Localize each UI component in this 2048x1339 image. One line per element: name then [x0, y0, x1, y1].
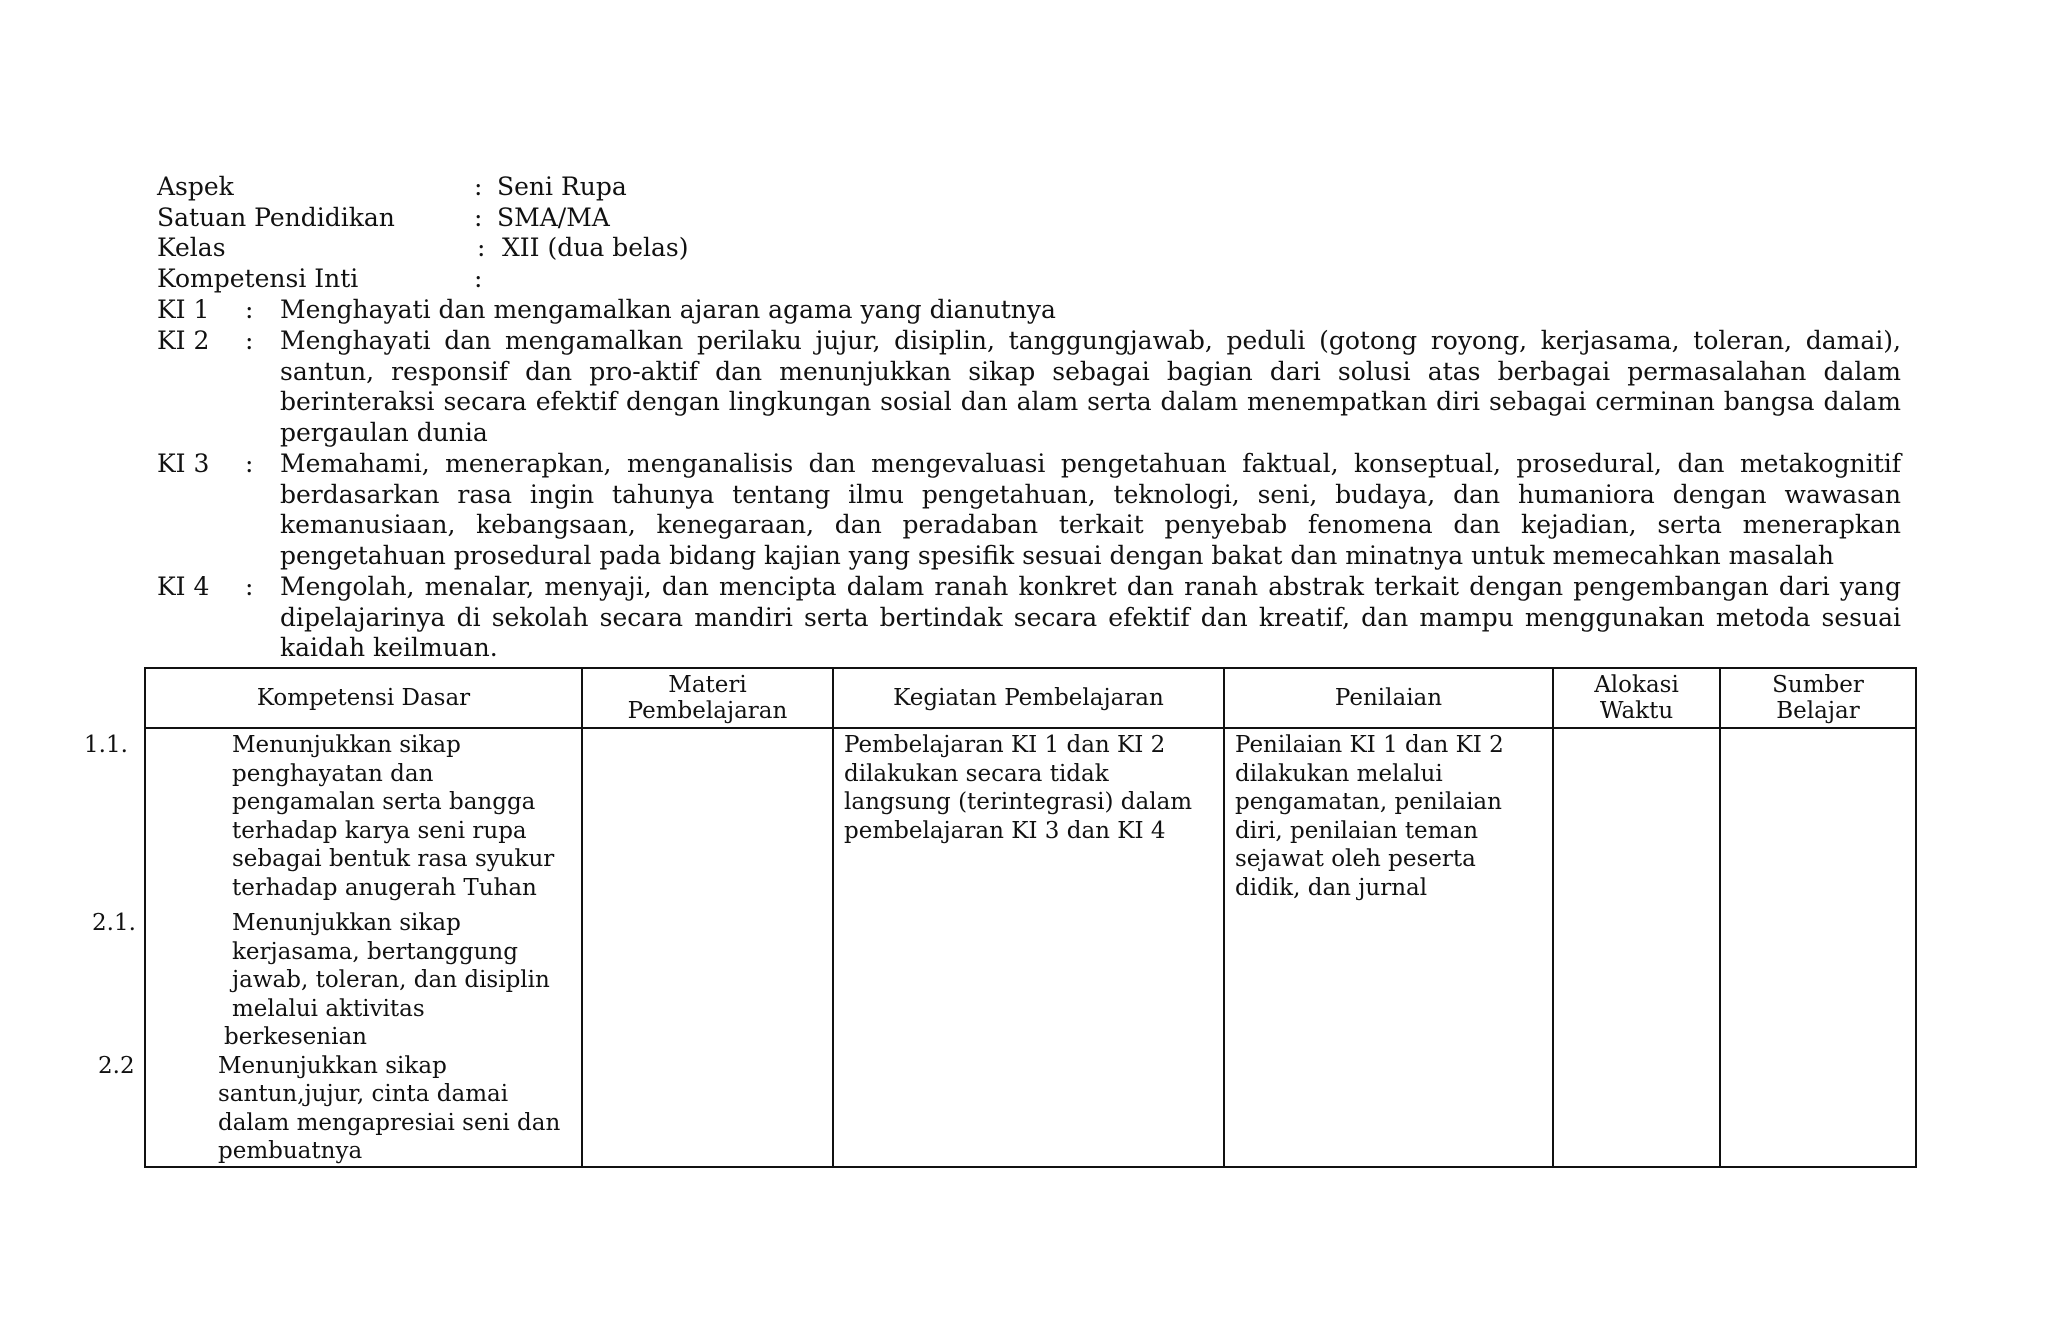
ki-2-colon: : [245, 326, 254, 355]
ki-4-text: Mengolah, menalar, menyaji, dan mencipta dalam ranah konkret dan ranah abstrak terkait dengan pengembangan dari yang dipelajarinya di sekolah secara mandiri serta bertindak secara efektif dan kreatif, dan mampu menggunakan metoda sesuai kaidah keilmuan. [280, 572, 1901, 662]
header-sumber-belajar [1720, 668, 1916, 728]
kd-item-2-2-number: 2.2 [98, 1052, 135, 1079]
kd-item-2-1-line: melalui aktivitas [232, 995, 425, 1022]
meta-kelas-colon: : [477, 233, 486, 262]
ki-3-label: KI 3 [157, 449, 210, 478]
header-kegiatan-pembelajaran [833, 668, 1224, 728]
ki-3-text: Memahami, menerapkan, menganalisis dan mengevaluasi pengetahuan faktual, konseptual, prosedural, dan metakognitif berdasarkan rasa ingin tahunya tentang ilmu pengetahuan, teknologi, seni, budaya, dan humaniora dengan wawasan kemanusiaan, kebangsaan, kenegaraan, dan peradaban terkait penyebab fenomena dan kejadian, serta menerapkan pengetahuan prosedural pada bidang kajian yang spesifik sesuai dengan bakat dan minatnya untuk memecahkan masalah [280, 449, 1901, 570]
kd-item-2-2-line: dalam mengapresiai seni dan [218, 1109, 561, 1136]
kd-item-1-1-line: sebagai bentuk rasa syukur [232, 846, 555, 872]
kd-item-1-1-number: 1.1. [84, 732, 128, 758]
meta-satuan-colon: : [474, 203, 483, 232]
kd-item-2-1-line: jawab, toleran, dan disiplin [232, 967, 550, 993]
kd-item-1-1-line: terhadap anugerah Tuhan [232, 874, 537, 901]
meta-kelas-label: Kelas [157, 233, 226, 262]
cell-alokasi-waktu [1553, 728, 1720, 1167]
table-header-row [145, 668, 1916, 728]
header-alokasi-line-1: Alokasi [1594, 672, 1679, 698]
kd-item-2-1-line: Menunjukkan sikap [232, 910, 461, 936]
cell-kompetensi-dasar [84, 728, 582, 1167]
header-penilaian-label: Penilaian [1334, 685, 1443, 711]
kd-item-1-1-line: terhadap karya seni rupa [232, 817, 527, 844]
header-kompetensi-dasar-label: Kompetensi Dasar [256, 685, 471, 711]
cell-materi-pembelajaran [582, 728, 833, 1167]
ki-2-label: KI 2 [157, 326, 210, 355]
ki-1-text: Menghayati dan mengamalkan ajaran agama yang dianutnya [280, 295, 1056, 324]
kegiatan-line: Pembelajaran KI 1 dan KI 2 [844, 732, 1166, 758]
ki-3-colon: : [245, 449, 254, 478]
header-penilaian [1224, 668, 1553, 728]
cell-kegiatan-pembelajaran [833, 728, 1224, 1167]
kd-item-2-1 [92, 909, 571, 1052]
meta-satuan-value: SMA/MA [497, 203, 610, 232]
header-materi-line-1: Materi [668, 672, 747, 698]
cell-penilaian [1224, 728, 1553, 1167]
penilaian-line: didik, dan jurnal [1235, 874, 1428, 901]
cell-sumber-belajar [1720, 728, 1916, 1167]
kegiatan-line: dilakukan secara tidak [844, 760, 1109, 787]
kd-item-1-1 [84, 731, 571, 902]
header-alokasi-waktu [1553, 668, 1720, 728]
kd-item-2-2-line: Menunjukkan sikap [218, 1052, 447, 1079]
kegiatan-line: pembelajaran KI 3 dan KI 4 [844, 817, 1166, 844]
meta-kompetensi-inti-label: Kompetensi Inti [157, 264, 359, 293]
penilaian-line: dilakukan melalui [1235, 760, 1443, 787]
header-kompetensi-dasar [145, 668, 582, 728]
kd-item-2-1-line: berkesenian [224, 1024, 367, 1050]
penilaian-line: diri, penilaian teman [1235, 817, 1479, 844]
ki-4-colon: : [245, 572, 254, 601]
ki-2-text: Menghayati dan mengamalkan perilaku jujur, disiplin, tanggungjawab, peduli (gotong royong, kerjasama, toleran, damai), santun, responsif dan pro-aktif dan menunjukkan sikap sebagai bagian dari solusi atas berbagai permasalahan dalam berinteraksi secara efektif dengan lingkungan sosial dan alam serta dalam menempatkan diri sebagai cerminan bangsa dalam pergaulan dunia [280, 326, 1901, 447]
kd-item-1-1-line: pengamalan serta bangga [232, 789, 536, 815]
header-sumber-line-2: Belajar [1776, 698, 1860, 724]
rpp-table [84, 667, 1917, 1168]
kd-item-1-1-line: penghayatan dan [232, 760, 434, 787]
meta-satuan-label: Satuan Pendidikan [157, 203, 395, 232]
kd-item-2-2-line: santun,jujur, cinta damai [218, 1081, 509, 1107]
kd-item-2-2 [98, 1052, 571, 1166]
header-materi-pembelajaran [582, 668, 833, 728]
meta-aspek-label: Aspek [157, 172, 234, 201]
meta-aspek-colon: : [474, 172, 483, 201]
ki-1-colon: : [245, 295, 254, 324]
ki-4-label: KI 4 [157, 572, 210, 601]
table-row [145, 728, 1916, 1167]
kegiatan-line: langsung (terintegrasi) dalam [844, 789, 1193, 815]
meta-aspek-value: Seni Rupa [497, 172, 627, 201]
ki-1-label: KI 1 [157, 295, 210, 324]
penilaian-line: Penilaian KI 1 dan KI 2 [1235, 732, 1504, 758]
penilaian-line: pengamatan, penilaian [1235, 789, 1502, 815]
header-kegiatan-label: Kegiatan Pembelajaran [893, 685, 1164, 711]
meta-kelas-value: XII (dua belas) [502, 233, 689, 262]
header-sumber-line-1: Sumber [1772, 672, 1864, 698]
header-alokasi-line-2: Waktu [1599, 698, 1674, 724]
kd-item-2-2-line: pembuatnya [218, 1138, 363, 1164]
meta-kompetensi-inti-colon: : [474, 264, 483, 293]
kd-item-1-1-line: Menunjukkan sikap [232, 732, 461, 758]
header-materi-line-2: Pembelajaran [627, 698, 788, 724]
kd-item-2-1-line: kerjasama, bertanggung [232, 938, 518, 965]
kd-item-2-1-number: 2.1. [92, 910, 136, 936]
penilaian-line: sejawat oleh peserta [1235, 846, 1476, 872]
